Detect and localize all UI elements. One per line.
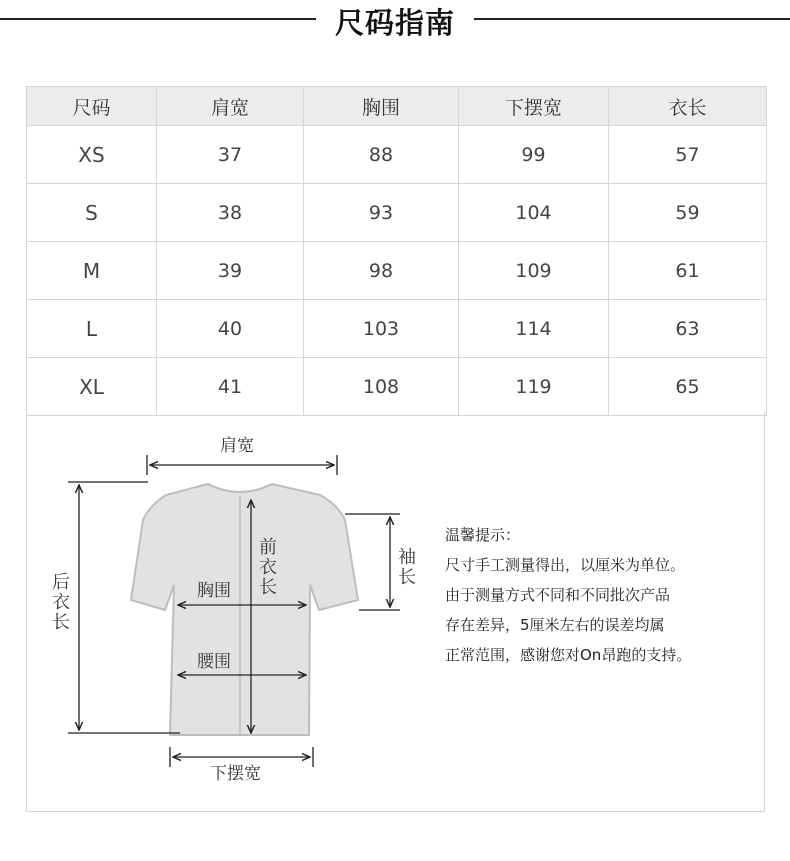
hem-cell: 104 xyxy=(459,184,609,242)
tips-block xyxy=(445,520,775,670)
shoulder-cell: 41 xyxy=(157,358,304,416)
hem-cell: 99 xyxy=(459,126,609,184)
shoulder-cell: 37 xyxy=(157,126,304,184)
shoulder-width-label: 肩宽 xyxy=(220,436,254,456)
size-cell: M xyxy=(27,242,157,300)
chest-cell: 98 xyxy=(304,242,459,300)
length-cell: 61 xyxy=(609,242,767,300)
shoulder-cell: 39 xyxy=(157,242,304,300)
hem-cell: 109 xyxy=(459,242,609,300)
chest-cell: 103 xyxy=(304,300,459,358)
size-cell: L xyxy=(27,300,157,358)
size-cell: XS xyxy=(27,126,157,184)
header-shoulder: 肩宽 xyxy=(157,87,304,126)
tips-line: 存在差异，5厘米左右的误差均属 xyxy=(445,616,665,634)
chest-label: 胸围 xyxy=(197,581,231,601)
length-cell: 57 xyxy=(609,126,767,184)
header-chest: 胸围 xyxy=(304,87,459,126)
sleeve-length-label: 袖长 xyxy=(398,547,416,588)
front-length-label: 前衣长 xyxy=(259,537,277,598)
tips-line: 尺寸手工测量得出，以厘米为单位。 xyxy=(445,556,686,574)
length-cell: 65 xyxy=(609,358,767,416)
page-title: 尺码指南 xyxy=(334,6,455,40)
chest-cell: 93 xyxy=(304,184,459,242)
hem-cell: 119 xyxy=(459,358,609,416)
hem-width-label: 下摆宽 xyxy=(210,764,261,784)
length-cell: 63 xyxy=(609,300,767,358)
header-length: 衣长 xyxy=(609,87,767,126)
length-cell: 59 xyxy=(609,184,767,242)
header-size: 尺码 xyxy=(27,87,157,126)
tips-heading: 温馨提示： xyxy=(445,526,521,544)
shoulder-cell: 38 xyxy=(157,184,304,242)
chest-cell: 88 xyxy=(304,126,459,184)
hem-cell: 114 xyxy=(459,300,609,358)
tips-line: 正常范围，感谢您对On昂跑的支持。 xyxy=(445,646,692,664)
size-cell: S xyxy=(27,184,157,242)
size-cell: XL xyxy=(27,358,157,416)
tshirt-icon xyxy=(131,484,358,735)
shoulder-cell: 40 xyxy=(157,300,304,358)
waist-label: 腰围 xyxy=(197,652,231,672)
chest-cell: 108 xyxy=(304,358,459,416)
tips-line: 由于测量方式不同和不同批次产品 xyxy=(445,586,671,604)
back-length-label: 后衣长 xyxy=(52,572,70,633)
header-hem: 下摆宽 xyxy=(459,87,609,126)
